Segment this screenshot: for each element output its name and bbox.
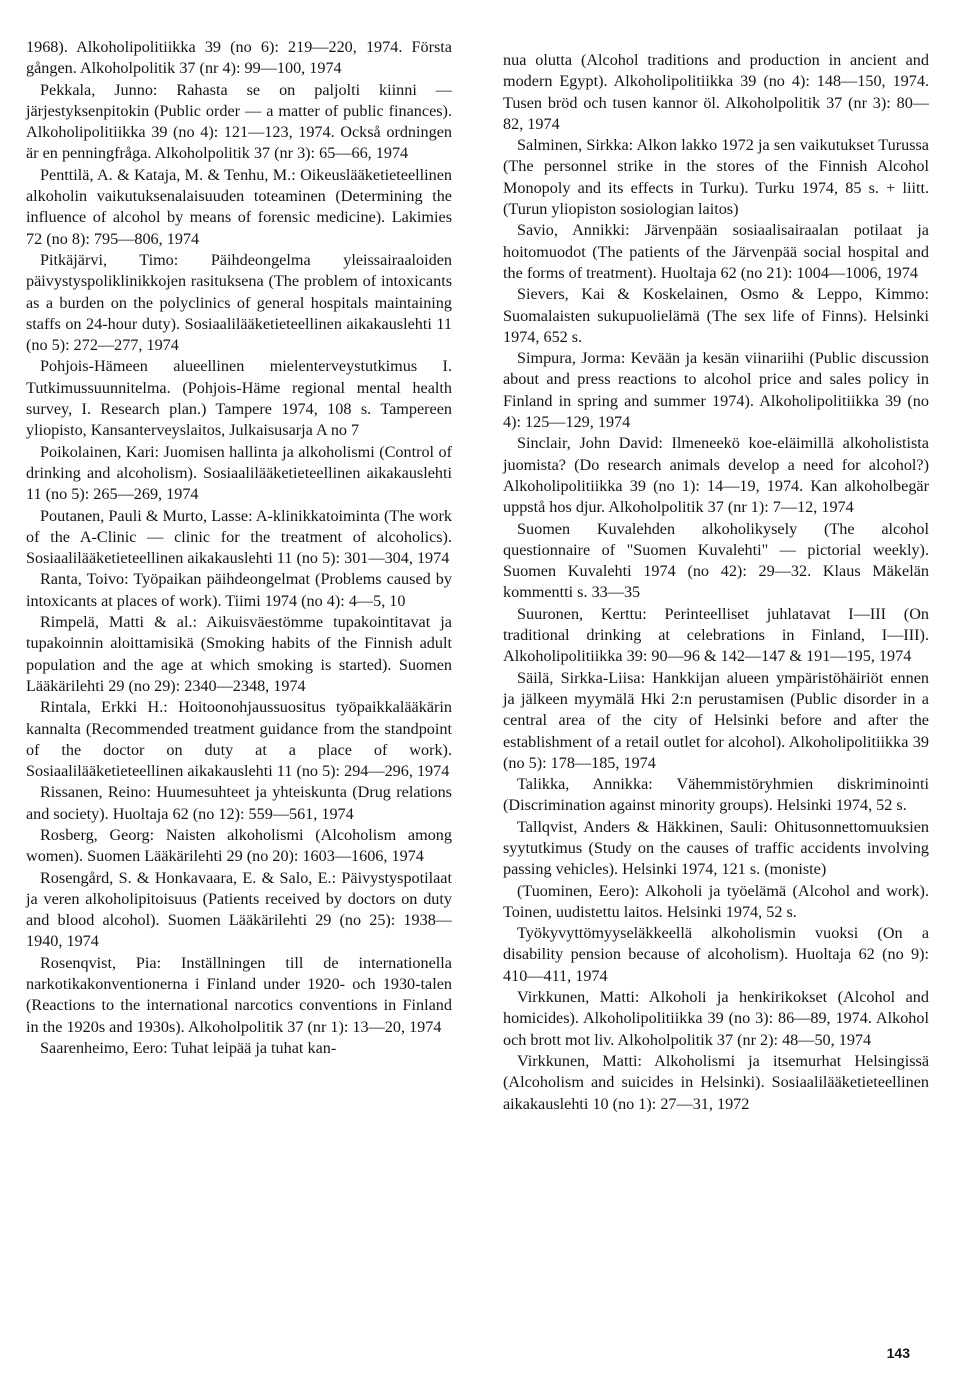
bibliography-entry [26,506,452,570]
bibliography-entry-text: Tallqvist, Anders & Häkkinen, Sauli: Ohitusonnettomuuksien syytutkimus (Study on the causes of traffic accidents involving passing vehicles). Helsinki 1974, 121 s. (moniste) [503,817,929,879]
bibliography-entry-text: Suuronen, Kerttu: Perinteelliset juhlatavat I—III (On traditional drinking at celebrations in Finland, I—III). Alkoholipolitiikka 39: 90—96 & 142—147 & 191—195, 1974 [503,604,929,666]
bibliography-entry [26,782,452,825]
bibliography-entry-text: (Tuominen, Eero): Alkoholi ja työelämä (Alcohol and work). Toinen, uudistettu laitos. Helsinki 1974, 52 s. [503,881,929,921]
bibliography-entry-text: Rosengård, S. & Honkavaara, E. & Salo, E.: Päivystyspotilaat ja veren alkoholipitoisuus (Patients received by doctors on duty and blood alcohol). Suomen Lääkärilehti 29 (no 25): 1938—1940, 1974 [26,868,452,951]
bibliography-entry [26,165,452,250]
bibliography-entry-text: Rosenqvist, Pia: Inställningen till de internationella narkotikakonventionerna i Finland under 1920- och 1930-talen (Reactions to the international narcotics conventions in Finland in the 1920s and 1930s). Alkoholpolitik 37 (nr 1): 13—20, 1974 [26,953,452,1036]
bibliography-column-right [503,50,929,1115]
bibliography-entry [26,569,452,612]
bibliography-entry-text: Työkyvyttömyyseläkkeellä alkoholismin vuoksi (On a disability pension because of alcoholism). Huoltaja 62 (no 9): 410—411, 1974 [503,924,929,985]
bibliography-entry-text: Poikolainen, Kari: Juomisen hallinta ja alkoholismi (Control of drinking and alcoholism). Sosiaalilääketieteellinen aikakauslehti 11 (no 5): 265—269, 1974 [26,442,452,504]
bibliography-entry-text: nua olutta (Alcohol traditions and production in ancient and modern Egypt). Alkoholipolitiikka 39 (no 4): 148—150, 1974. Tusen bröd och tusen kannor öl. Alkoholpolitik 37 (nr 3): 80—82, 1974 [503,51,929,133]
bibliography-entry-text: Talikka, Annikka: Vähemmistöryhmien diskriminointi (Discrimination against minority groups). Helsinki 1974, 52 s. [503,775,929,815]
bibliography-entry-text: Sievers, Kai & Koskelainen, Osmo & Leppo, Kimmo: Suomalaisten sukupuolielämä (The sex life of Finns). Helsinki 1974, 652 s. [503,285,929,346]
bibliography-entry [503,135,929,220]
bibliography-entry-text: Rosberg, Georg: Naisten alkoholismi (Alcoholism among women). Suomen Lääkärilehti 29 (no 20): 1603—1606, 1974 [26,825,452,866]
bibliography-entry-text: Simpura, Jorma: Kevään ja kesän viinariihi (Public discussion about and press reactions to alcohol price and sales policy in Finland in spring and summer 1974). Alkoholipolitiikka 39 (no 4): 125—129, 1974 [503,349,929,432]
bibliography-entry-text: Suomen Kuvalehden alkoholikysely (The alcohol questionnaire of "Suomen Kuvalehti" — pictorial weekly). Suomen Kuvalehti 1974 (no 42): 29—32. Klaus Mäkelän kommentti s. 33—35 [503,519,929,602]
bibliography-entry [26,868,452,953]
bibliography-entry [26,442,452,506]
bibliography-entry [26,825,452,868]
bibliography-entry-text: Poutanen, Pauli & Murto, Lasse: A-klinikkatoiminta (The work of the A-Clinic — clinic for the treatment of alcoholics). Sosiaalilääketieteellinen aikakauslehti 11 (no 5): 301—304, 1974 [26,506,452,568]
bibliography-entry [26,697,452,782]
bibliography-column-left [26,37,452,1059]
bibliography-entry [503,284,929,348]
bibliography-entry [26,356,452,441]
bibliography-entry [503,433,929,518]
bibliography-entry [26,80,452,165]
bibliography-entry-text: Pekkala, Junno: Rahasta se on paljolti kiinni — järjestyksenpitokin (Public order — a matter of public finances). Alkoholipolitiikka 39 (no 4): 121—123, 1974. Också ordningen är en penningfråga. Alkoholpolitik 37 (nr 3): 65—66, 1974 [26,80,452,163]
bibliography-entry [503,220,929,284]
bibliography-entry [26,250,452,356]
bibliography-entry [503,348,929,433]
bibliography-entry [26,37,452,80]
bibliography-entry-text: Pohjois-Hämeen alueellinen mielenterveystutkimus I. Tutkimussuunnitelma. (Pohjois-Häme regional mental health survey, I. Research plan.) Tampere 1974, 108 s. Tampereen yliopisto, Kansanterveyslaitos, Julkaisusarja A no 7 [26,357,452,440]
bibliography-entry-text: Salminen, Sirkka: Alkon lakko 1972 ja sen vaikutukset Turussa (The personnel strike in the stores of the Finnish Alcohol Monopoly and its effects in Turku). Turku 1974, 85 s. + liitt. (Turun yliopiston sosiologian laitos) [503,136,929,219]
bibliography-entry-text: Virkkunen, Matti: Alkoholismi ja itsemurhat Helsingissä (Alcoholism and suicides in Helsinki). Sosiaalilääketieteellinen aikakauslehti 10 (no 1): 27—31, 1972 [503,1051,929,1113]
bibliography-entry [503,987,929,1051]
bibliography-entry-text: Virkkunen, Matti: Alkoholi ja henkirikokset (Alcohol and homicides). Alkoholipolitiikka 39 (no 3): 86—89, 1974. Alkohol och brott mot liv. Alkoholpolitik 37 (nr 2): 48—50, 1974 [503,988,929,1049]
bibliography-entry [503,668,929,774]
bibliography-entry [503,774,929,817]
bibliography-entry [503,1051,929,1115]
bibliography-entry-text: Rimpelä, Matti & al.: Aikuisväestömme tupakointitavat ja tupakoinnin aloittamisikä (Smoking habits of the Finnish adult population and the age at which smoking is started). Suomen Lääkärilehti 29 (no 29): 2340—2348, 1974 [26,613,452,695]
bibliography-entry-text: 1968). Alkoholipolitiikka 39 (no 6): 219—220, 1974. Första gången. Alkoholpolitik 37 (nr 4): 99—100, 1974 [26,38,452,78]
bibliography-entry-text: Rissanen, Reino: Huumesuhteet ja yhteiskunta (Drug relations and society). Huoltaja 62 (no 12): 559—561, 1974 [26,783,452,823]
bibliography-entry-text: Ranta, Toivo: Työpaikan päihdeongelmat (Problems caused by intoxicants at places of work). Tiimi 1974 (no 4): 4—5, 10 [26,570,452,610]
bibliography-entry-text: Sinclair, John David: Ilmeneekö koe-eläimillä alkoholistista juomista? (Do research animals develop a need for alcohol?) Alkoholipolitiikka 39 (no 1): 14—19, 1974. Kan alkoholbegär uppstå hos djur. Alkoholpolitik 37 (nr 1): 7—12, 1974 [503,434,929,517]
bibliography-entry [26,1038,452,1059]
bibliography-entry-text: Rintala, Erkki H.: Hoitoonohjaussuositus työpaikkalääkärin kannalta (Recommended treatment guidance from the standpoint of the doctor on duty at a place of work). Sosiaalilääketieteellinen aikakauslehti 11 (no 5): 294—296, 1974 [26,698,452,781]
bibliography-entry-text: Saarenheimo, Eero: Tuhat leipää ja tuhat kan- [40,1038,337,1057]
bibliography-entry [503,50,929,135]
bibliography-entry [26,612,452,697]
bibliography-entry-text: Savio, Annikki: Järvenpään sosiaalisairaalan potilaat ja hoitomuodot (The patients of the Järvenpää social hospital and the forms of treatment). Huoltaja 62 (no 21): 1004—1006, 1974 [503,221,929,282]
bibliography-entry [503,817,929,881]
bibliography-entry [26,953,452,1038]
bibliography-entry [503,923,929,987]
bibliography-entry [503,881,929,924]
bibliography-entry [503,604,929,668]
page-number: 143 [886,1345,910,1361]
bibliography-entry-text: Säilä, Sirkka-Liisa: Hankkijan alueen ympäristöhäiriöt ennen ja jälkeen myymälä Hki 2:n perustamisen (Public disorder in a central area of the city of Helsinki before and after the establishment of a retail outlet for alcohol). Alkoholipolitiikka 39 (no 5): 178—185, 1974 [503,668,929,772]
bibliography-entry-text: Pitkäjärvi, Timo: Päihdeongelma yleissairaaloiden päivystyspoliklinikkojen rasituksena (The problem of intoxicants as a burden on the polyclinics of general hospitals maintaining staffs on 24-hour duty). Sosiaalilääketieteellinen aikakauslehti 11 (no 5): 272—277, 1974 [26,250,452,355]
bibliography-entry [503,519,929,604]
bibliography-entry-text: Penttilä, A. & Kataja, M. & Tenhu, M.: Oikeuslääketieteellinen alkoholin vaikutuksenalaisuuden toteaminen (Determining the influence of alcohol by means of forensic medicine). Lakimies 72 (no 8): 795—806, 1974 [26,165,452,248]
